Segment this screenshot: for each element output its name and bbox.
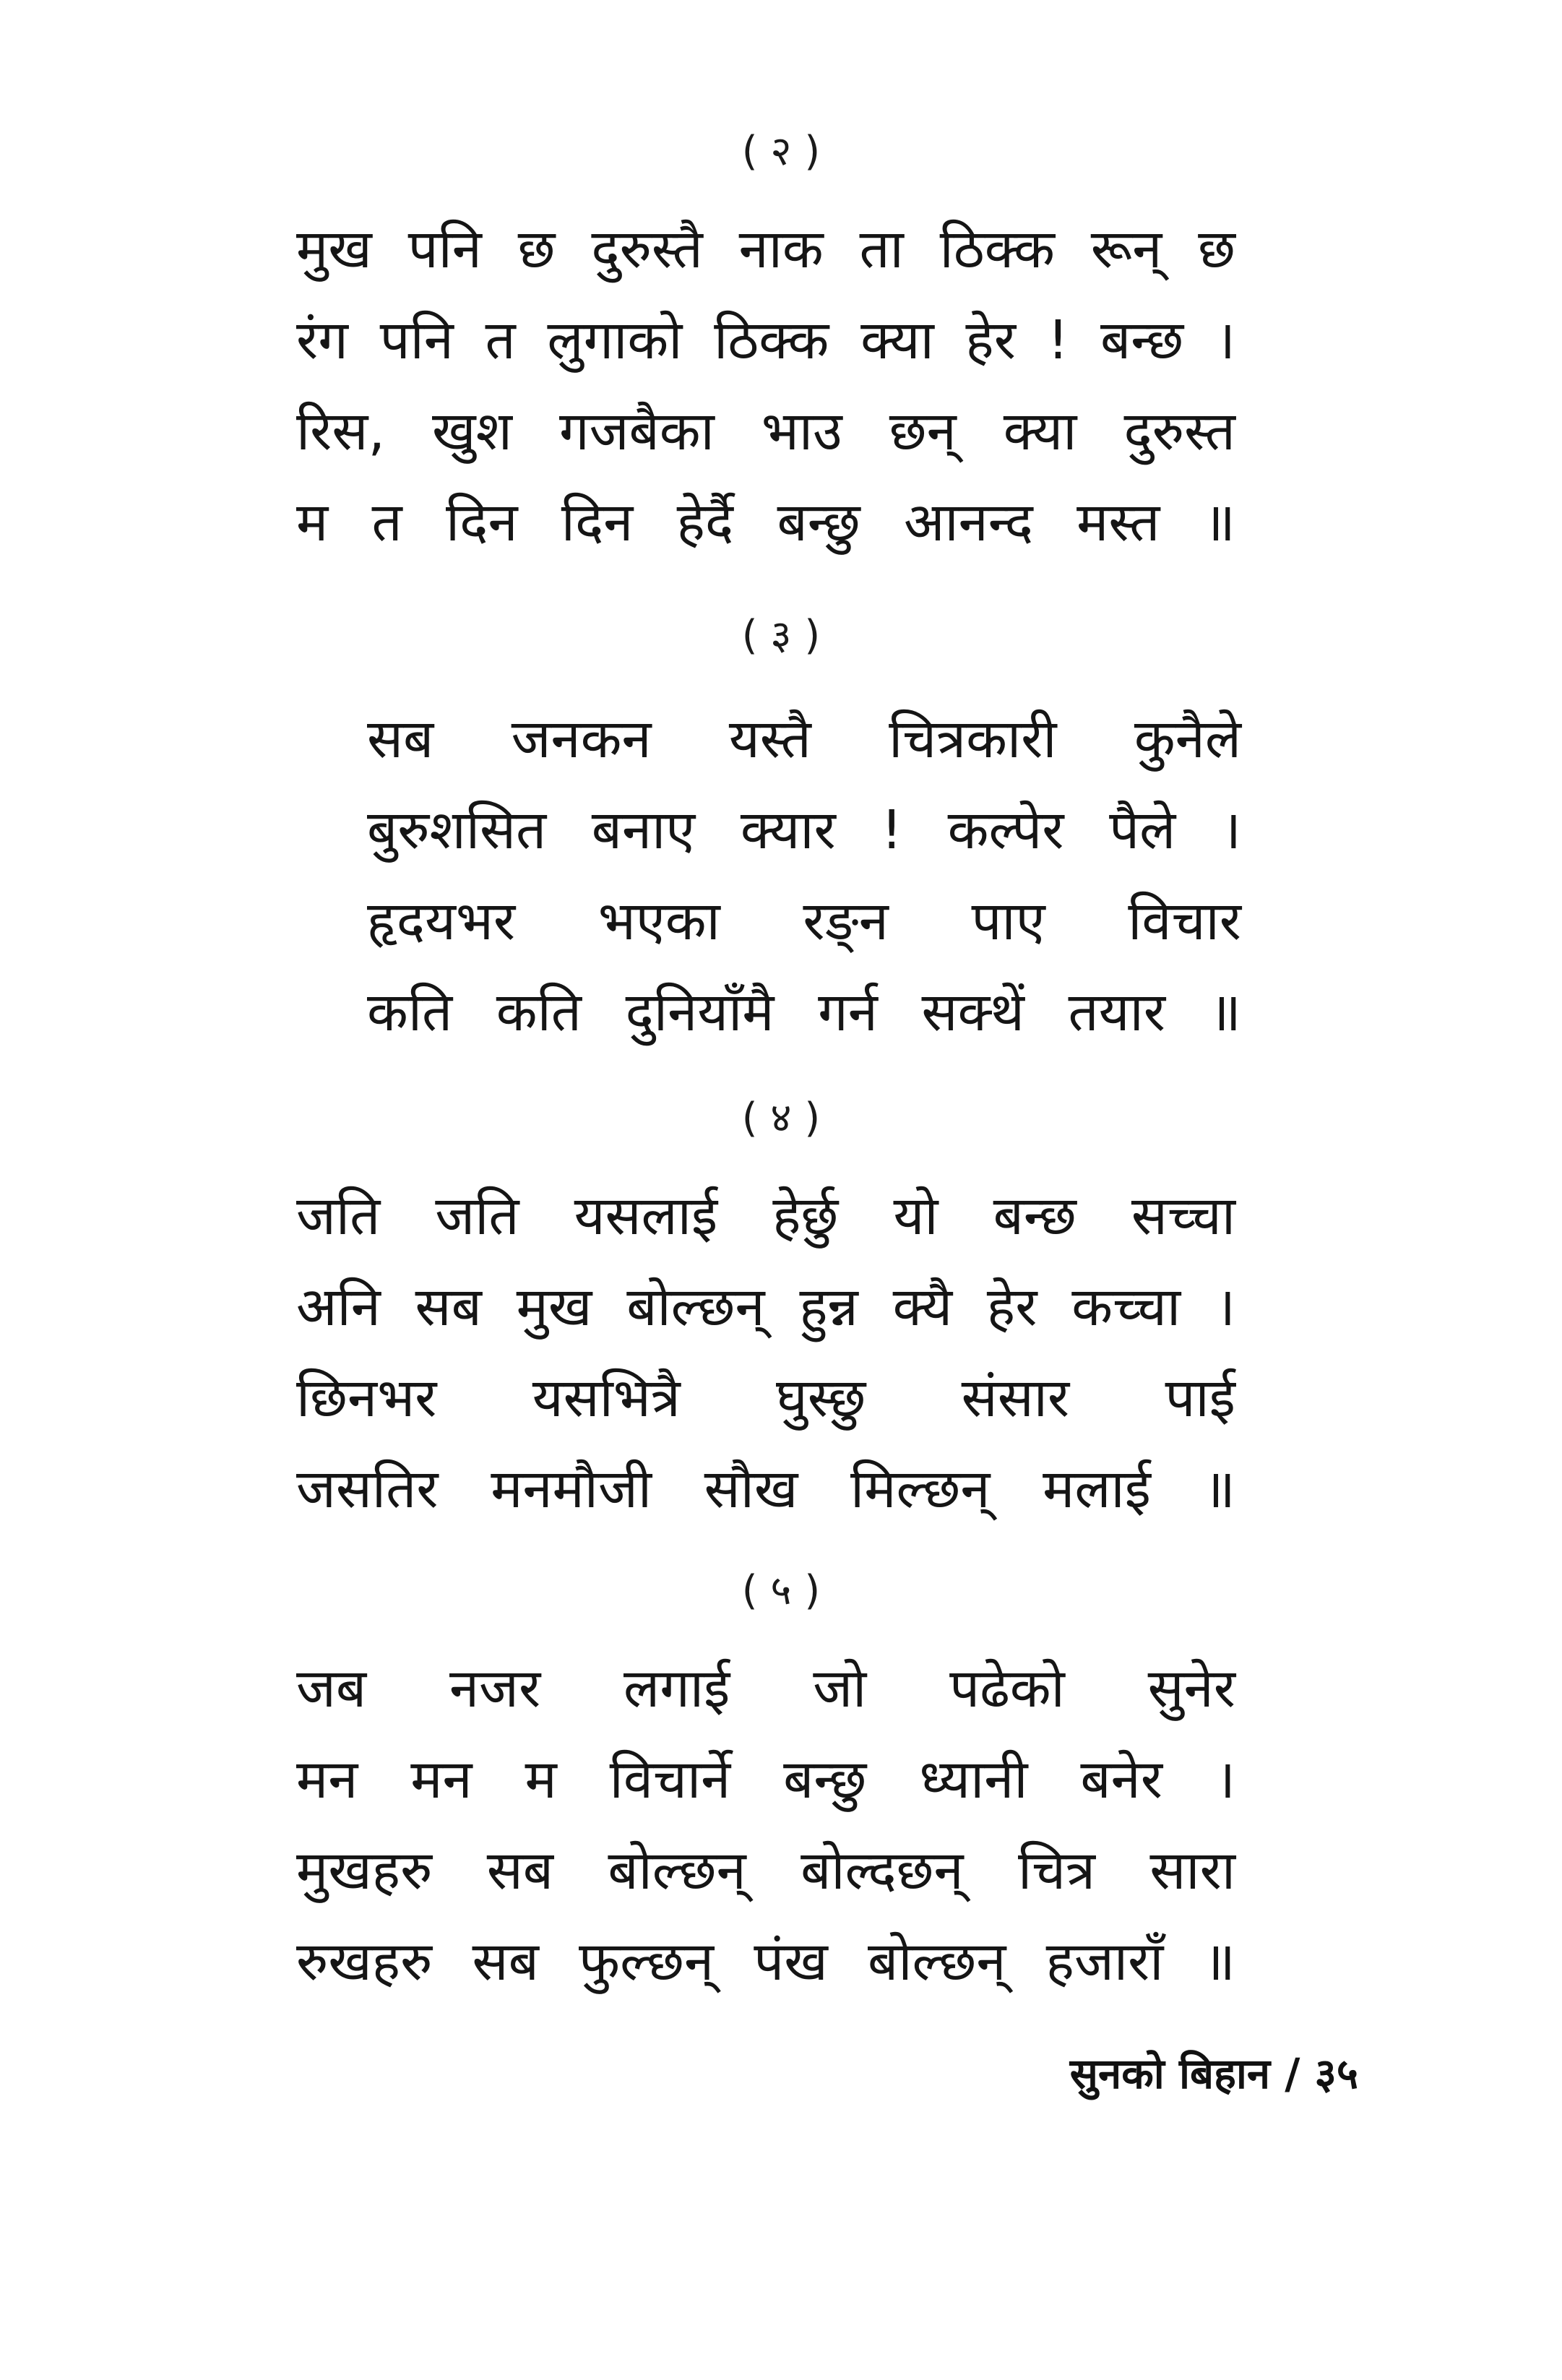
verse-line: जसतिर मनमौजी सौख मिल्छन् मलाई ॥ (296, 1458, 1235, 1520)
verse-line: मुख पनि छ दुरुस्तै नाक ता ठिक्क रून् छ (296, 218, 1235, 280)
stanza-number: ( ५ ) (741, 1567, 821, 1614)
verse-line: कति कति दुनियाँमै गर्न सक्थें तयार ॥ (367, 981, 1241, 1043)
verse-line: मुखहरु सब बोल्छन् बोल्दछन् चित्र सारा (296, 1840, 1235, 1902)
verse-line: रंग पनि त लुगाको ठिक्क क्या हेर ! बन्छ । (296, 309, 1235, 371)
verse-line: छिनभर यसभित्रै घुस्छु संसार पाई (296, 1367, 1235, 1429)
stanza-number: ( ३ ) (741, 612, 821, 659)
verse-line: बुरुशसित बनाए क्यार ! कल्पेर पैले । (367, 799, 1241, 861)
stanza (296, 1643, 1235, 2007)
stanza (296, 1170, 1235, 1535)
verse-line: मन मन म विचार्ने बन्छु ध्यानी बनेर । (296, 1749, 1235, 1811)
stanza (367, 694, 1241, 1058)
verse-line: म त दिन दिन हेर्दै बन्छु आनन्द मस्त ॥ (296, 491, 1235, 553)
verse-line: हृदयभर भएका रङ्न पाए विचार (367, 890, 1241, 952)
stanza-number: ( २ ) (741, 128, 821, 175)
stanza-number: ( ४ ) (741, 1095, 821, 1142)
verse-line: रिस, खुश गजबैका भाउ छन् क्या दुरुस्त (296, 400, 1235, 462)
verse-line: सब जनकन यस्तै चित्रकारी कुनैले (367, 708, 1241, 770)
verse-line: रुखहरु सब फुल्छन् पंख बोल्छन् हजाराँ ॥ (296, 1931, 1235, 1993)
stanza (296, 204, 1235, 568)
verse-line: जति जति यसलाई हेर्छु यो बन्छ सच्चा (296, 1185, 1235, 1247)
verse-line: जब नजर लगाई जो पढेको सुनेर (296, 1657, 1235, 1720)
page-footer: सुनको बिहान / ३५ (1069, 2049, 1358, 2098)
verse-line: अनि सब मुख बोल्छन् हुन्न क्यै हेर कच्चा । (296, 1276, 1235, 1338)
